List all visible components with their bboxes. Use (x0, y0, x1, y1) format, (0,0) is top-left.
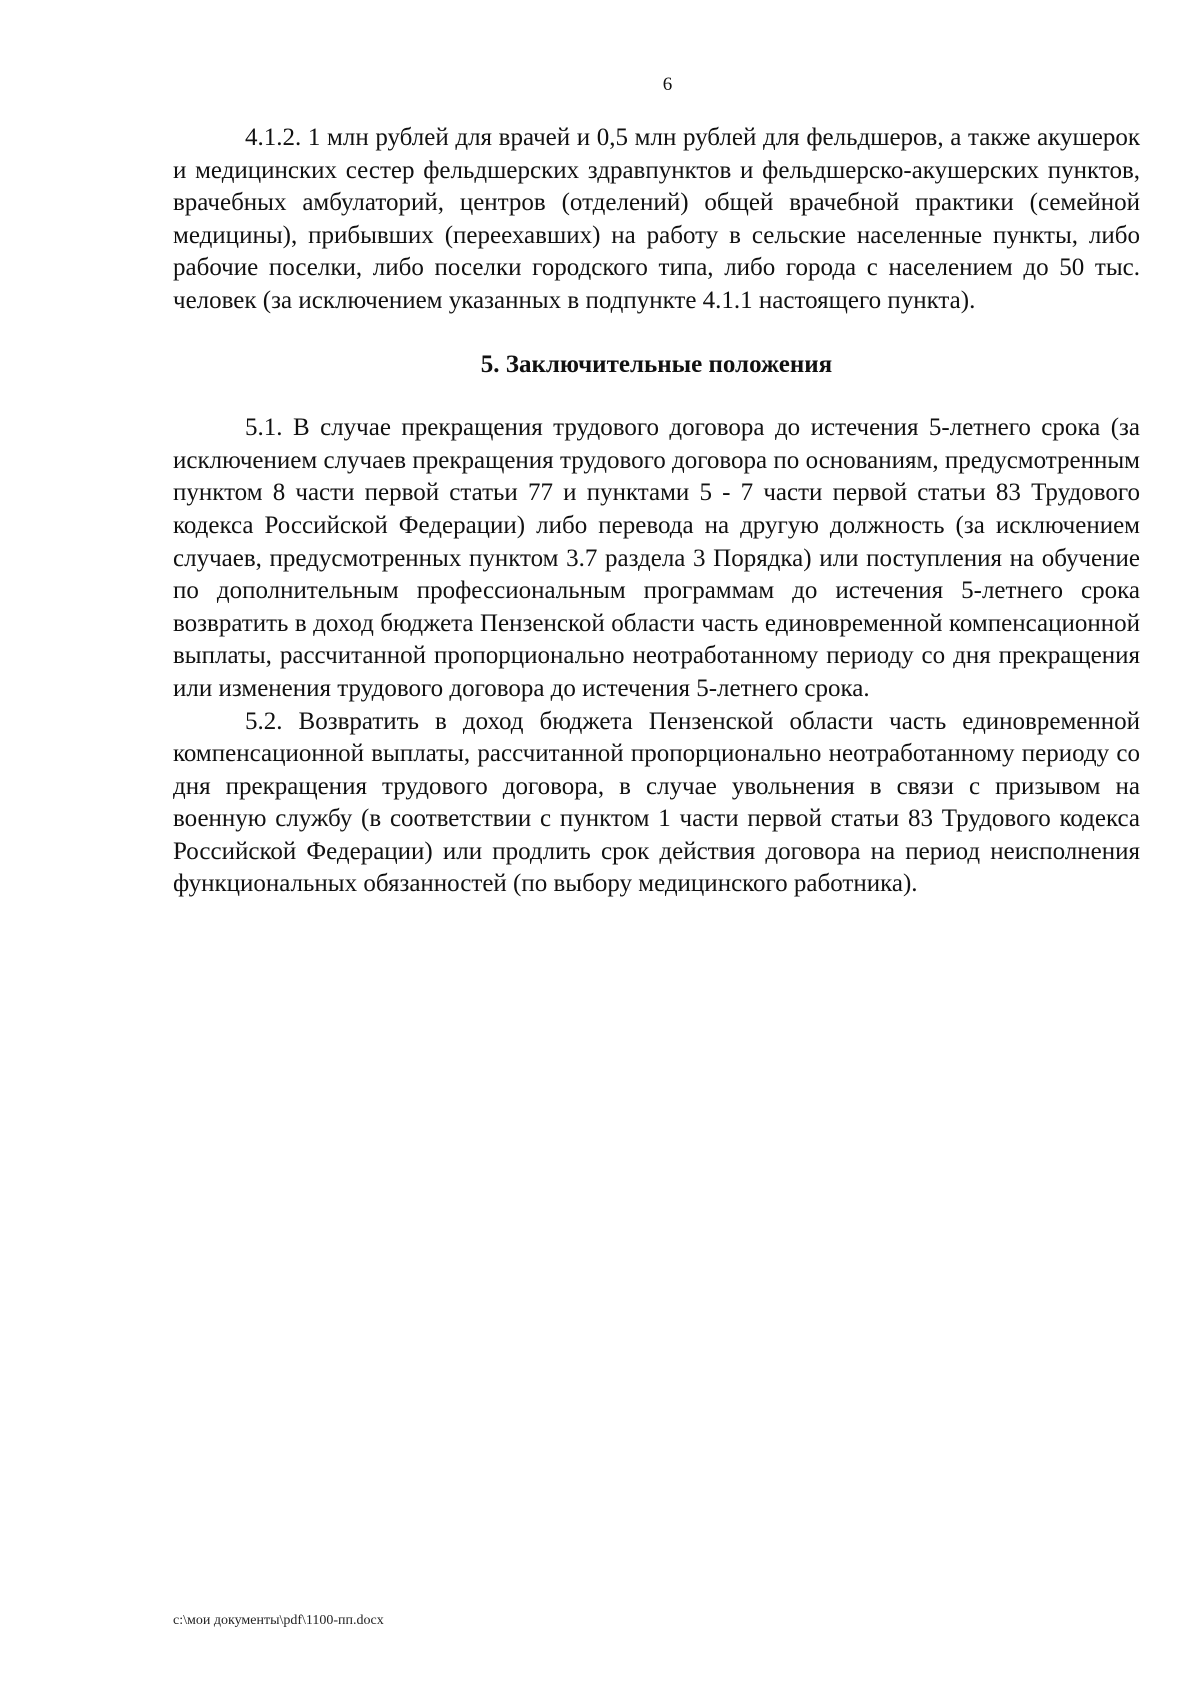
paragraph-4-1-2: 4.1.2. 1 млн рублей для врачей и 0,5 млн рублей для фельдшеров, а также акушерок и медицинских сестер фельдшерских здравпунктов и фельдшерско-акушерских пунктов, врачебных амбулаторий, центров (отделений) общей врачебной практики (семейной медицины), прибывших (переехавших) на работу в сельские населенные пункты, либо рабочие поселки, либо поселки городского типа, либо города с населением до 50 тыс. человек (за исключением указанных в подпункте 4.1.1 настоящего пункта). (173, 124, 1140, 314)
page-number: 6 (662, 74, 673, 95)
document-body (173, 122, 1140, 901)
paragraph-5-2: 5.2. Возвратить в доход бюджета Пензенской области часть единовременной компенсационной выплаты, рассчитанной пропорционально неотработанному периоду со дня прекращения трудового договора, в случае увольнения в связи с призывом на военную службу (в соответствии с пунктом 1 части первой статьи 83 Трудового кодекса Российской Федерации) или продлить срок действия договора на период неисполнения функциональных обязанностей (по выбору медицинского работника). (173, 707, 1140, 898)
paragraph-5-1: 5.1. В случае прекращения трудового договора до истечения 5-летнего срока (за исключением случаев прекращения трудового договора по основаниям, предусмотренным пунктом 8 части первой статьи 77 и пунктами 5 - 7 части первой статьи 83 Трудового кодекса Российской Федерации) либо перевода на другую должность (за исключением случаев, предусмотренных пунктом 3.7 раздела 3 Порядка) или поступления на обучение по дополнительным профессиональным программам до истечения 5-летнего срока возвратить в доход бюджета Пензенской области часть единовременной компенсационной выплаты, рассчитанной пропорционально неотработанному периоду со дня прекращения или изменения трудового договора до истечения 5-летнего срока. (173, 414, 1140, 702)
section-heading-5: 5. Заключительные положения (480, 350, 833, 378)
footer-file-path: c:\мои документы\pdf\1100-пп.docx (173, 1613, 384, 1628)
